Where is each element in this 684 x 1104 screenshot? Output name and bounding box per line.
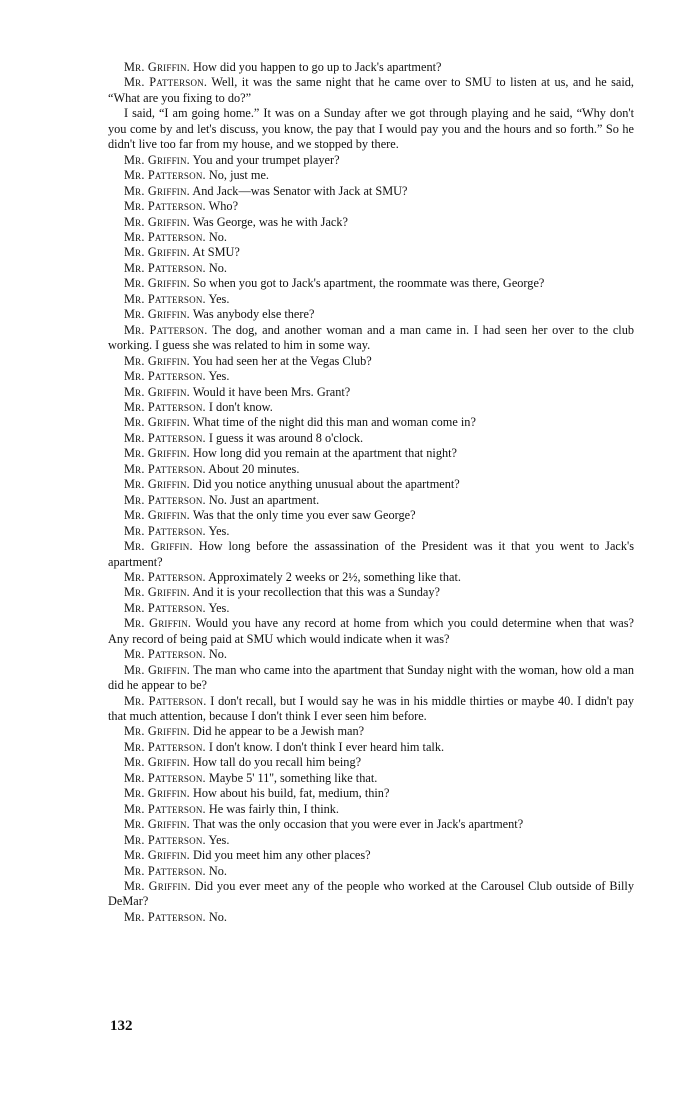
testimony-paragraph: [108, 879, 634, 910]
speaker-label: Mr. Patterson.: [124, 75, 208, 90]
testimony-paragraph: [108, 415, 634, 430]
statement-text: Well, it was the same night that he came over to SMU to listen at us, and he said, “What are you fixing to do?”: [108, 75, 634, 105]
testimony-paragraph: [108, 477, 634, 492]
testimony-paragraph: [108, 817, 634, 832]
statement-text: No.: [208, 863, 227, 878]
testimony-paragraph: [108, 307, 634, 322]
statement-text: You and your trumpet player?: [192, 152, 340, 167]
statement-text: How did you happen to go up to Jack's apartment?: [193, 60, 442, 74]
statement-text: And Jack—was Senator with Jack at SMU?: [192, 183, 408, 198]
testimony-paragraph: [108, 385, 634, 400]
testimony-paragraph: [108, 261, 634, 276]
statement-text: No.: [208, 229, 227, 244]
statement-text: No.: [208, 909, 227, 924]
statement-text: At SMU?: [192, 245, 240, 260]
speaker-label: Mr. Griffin.: [124, 183, 190, 198]
testimony-paragraph: [108, 106, 634, 152]
speaker-label: Mr. Patterson.: [124, 322, 208, 337]
speaker-label: Mr. Patterson.: [124, 569, 206, 584]
statement-text: I don't know. I don't think I ever heard him talk.: [208, 739, 445, 754]
testimony-paragraph: [108, 276, 634, 291]
speaker-label: Mr. Patterson.: [124, 909, 206, 924]
speaker-label: Mr. Griffin.: [124, 415, 190, 430]
speaker-label: Mr. Griffin.: [124, 152, 190, 167]
statement-text: Did you ever meet any of the people who worked at the Carousel Club outside of Billy DeMar?: [108, 879, 634, 909]
testimony-paragraph: [108, 585, 634, 600]
speaker-label: Mr. Griffin.: [124, 477, 190, 492]
statement-text: No.: [208, 647, 227, 662]
statement-text: Was anybody else there?: [192, 307, 315, 322]
speaker-label: Mr. Patterson.: [124, 693, 207, 708]
speaker-label: Mr. Griffin.: [124, 786, 190, 801]
testimony-paragraph: [108, 292, 634, 307]
statement-text: Maybe 5' 11'', something like that.: [208, 770, 378, 785]
testimony-paragraph: [108, 616, 634, 647]
speaker-label: Mr. Patterson.: [124, 523, 206, 538]
testimony-paragraph: [108, 400, 634, 415]
statement-text: Was George, was he with Jack?: [192, 214, 348, 229]
testimony-paragraph: [108, 245, 634, 260]
testimony-paragraph: [108, 431, 634, 446]
speaker-label: Mr. Griffin.: [124, 245, 190, 260]
statement-text: About 20 minutes.: [208, 461, 300, 476]
speaker-label: Mr. Griffin.: [124, 214, 190, 229]
testimony-paragraph: [108, 864, 634, 879]
speaker-label: Mr. Griffin.: [124, 848, 190, 863]
speaker-label: Mr. Patterson.: [124, 739, 206, 754]
testimony-paragraph: [108, 462, 634, 477]
statement-text: No. Just an apartment.: [208, 492, 320, 507]
testimony-paragraph: [108, 230, 634, 245]
statement-text: Would you have any record at home from which you could determine when that was? Any record of being paid at SMU which would indicate when it was?: [108, 616, 634, 646]
statement-text: How tall do you recall him being?: [193, 755, 362, 770]
page-number: 132: [110, 1018, 133, 1034]
testimony-paragraph: [108, 833, 634, 848]
speaker-label: Mr. Griffin.: [124, 879, 191, 894]
testimony-paragraph: [108, 354, 634, 369]
speaker-label: Mr. Patterson.: [124, 430, 206, 445]
speaker-label: Mr. Patterson.: [124, 461, 206, 476]
statement-text: Did you notice anything unusual about the apartment?: [193, 477, 460, 492]
testimony-paragraph: [108, 446, 634, 461]
speaker-label: Mr. Patterson.: [124, 492, 206, 507]
speaker-label: Mr. Griffin.: [124, 755, 190, 770]
testimony-paragraph: [108, 694, 634, 725]
statement-text: Yes.: [208, 600, 230, 615]
speaker-label: Mr. Griffin.: [124, 60, 190, 74]
speaker-label: Mr. Patterson.: [124, 647, 206, 662]
speaker-label: Mr. Griffin.: [124, 446, 190, 461]
testimony-paragraph: [108, 771, 634, 786]
speaker-label: Mr. Griffin.: [124, 276, 190, 291]
testimony-paragraph: [108, 75, 634, 106]
testimony-paragraph: [108, 168, 634, 183]
statement-text: You had seen her at the Vegas Club?: [192, 353, 372, 368]
statement-text: Yes.: [208, 523, 230, 538]
speaker-label: Mr. Patterson.: [124, 770, 206, 785]
statement-text: Yes.: [208, 291, 230, 306]
speaker-label: Mr. Griffin.: [124, 585, 190, 600]
speaker-label: Mr. Griffin.: [124, 508, 190, 523]
statement-text: How about his build, fat, medium, thin?: [193, 786, 390, 801]
statement-text: How long before the assassination of the President was it that you went to Jack's apartment?: [108, 539, 635, 569]
statement-text: The dog, and another woman and a man came in. I had seen her over to the club working. I guess she was related to him in some way.: [108, 322, 634, 353]
statement-text: Who?: [208, 199, 239, 214]
statement-text: How long did you remain at the apartment that night?: [193, 446, 458, 461]
statement-text: Did you meet him any other places?: [193, 848, 371, 863]
testimony-paragraph: [108, 802, 634, 817]
speaker-label: Mr. Griffin.: [124, 662, 191, 677]
statement-text: Would it have been Mrs. Grant?: [192, 384, 351, 399]
testimony-paragraph: [108, 323, 634, 354]
statement-text: Was that the only time you ever saw George?: [192, 508, 416, 523]
statement-text: I guess it was around 8 o'clock.: [208, 430, 364, 445]
speaker-label: Mr. Patterson.: [124, 863, 206, 878]
speaker-label: Mr. Griffin.: [124, 539, 193, 554]
speaker-label: Mr. Patterson.: [124, 399, 206, 414]
testimony-paragraph: [108, 539, 634, 570]
speaker-label: Mr. Griffin.: [124, 817, 190, 832]
speaker-label: Mr. Griffin.: [124, 616, 192, 631]
statement-text: Approximately 2 weeks or 2½, something like that.: [208, 569, 461, 584]
speaker-label: Mr. Patterson.: [124, 168, 206, 183]
speaker-label: Mr. Griffin.: [124, 353, 190, 368]
testimony-paragraph: [108, 755, 634, 770]
speaker-label: Mr. Patterson.: [124, 801, 206, 816]
testimony-paragraph: [108, 601, 634, 616]
testimony-paragraph: [108, 153, 634, 168]
statement-text: And it is your recollection that this was a Sunday?: [192, 585, 440, 600]
testimony-paragraph: [108, 740, 634, 755]
testimony-paragraph: [108, 184, 634, 199]
testimony-paragraph: [108, 786, 634, 801]
testimony-paragraph: [108, 848, 634, 863]
testimony-paragraph: [108, 199, 634, 214]
testimony-paragraph: [108, 570, 634, 585]
statement-text: What time of the night did this man and woman come in?: [192, 415, 476, 430]
speaker-label: Mr. Patterson.: [124, 291, 206, 306]
statement-text: So when you got to Jack's apartment, the roommate was there, George?: [193, 276, 545, 291]
statement-text: I don't know.: [208, 399, 273, 414]
speaker-label: Mr. Patterson.: [124, 832, 206, 847]
testimony-paragraph: [108, 724, 634, 739]
speaker-label: Mr. Patterson.: [124, 199, 206, 214]
speaker-label: Mr. Patterson.: [124, 229, 206, 244]
testimony-text: [108, 60, 634, 925]
statement-text: I said, “I am going home.” It was on a Sunday after we got through playing and he said, “Why don't you come by and let's discuss, you know, the pay that I would pay you and the hours and so forth.” So he didn't live too far from my house, and we stopped by there.: [108, 106, 634, 152]
testimony-paragraph: [108, 493, 634, 508]
statement-text: No, just me.: [208, 168, 270, 183]
testimony-paragraph: [108, 663, 634, 694]
testimony-paragraph: [108, 369, 634, 384]
testimony-paragraph: [108, 508, 634, 523]
statement-text: I don't recall, but I would say he was in his middle thirties or maybe 40. I didn't pay that much attention, because I don't think I ever seen him before.: [108, 693, 634, 724]
statement-text: No.: [208, 260, 227, 275]
statement-text: That was the only occasion that you were ever in Jack's apartment?: [192, 817, 524, 832]
testimony-paragraph: [108, 910, 634, 925]
speaker-label: Mr. Patterson.: [124, 260, 206, 275]
statement-text: Yes.: [208, 832, 230, 847]
statement-text: The man who came into the apartment that Sunday night with the woman, how old a man did he appear to be?: [108, 662, 635, 693]
speaker-label: Mr. Griffin.: [124, 384, 190, 399]
speaker-label: Mr. Griffin.: [124, 724, 190, 739]
statement-text: Did he appear to be a Jewish man?: [193, 724, 365, 739]
speaker-label: Mr. Patterson.: [124, 369, 206, 384]
testimony-paragraph: [108, 215, 634, 230]
statement-text: He was fairly thin, I think.: [208, 801, 340, 816]
statement-text: Yes.: [208, 369, 230, 384]
speaker-label: Mr. Patterson.: [124, 600, 206, 615]
testimony-paragraph: [108, 60, 634, 75]
speaker-label: Mr. Griffin.: [124, 307, 190, 322]
testimony-paragraph: [108, 647, 634, 662]
testimony-paragraph: [108, 524, 634, 539]
